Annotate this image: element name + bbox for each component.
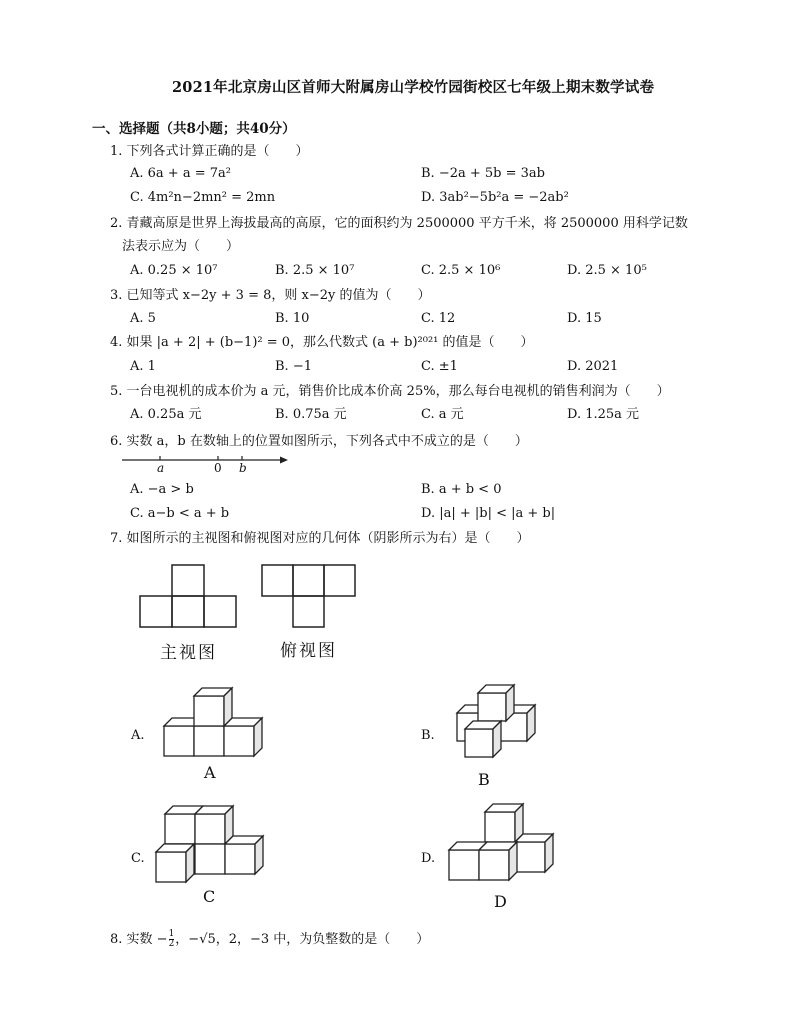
q7-figure-d-caption: D: [494, 892, 507, 911]
q2-option-c: C. 2.5 × 10⁶: [421, 263, 501, 278]
q5-option-a: A. 0.25a 元: [130, 407, 202, 422]
q7-option-b-label: B.: [421, 728, 435, 743]
q7-option-c-solid: [150, 800, 270, 890]
q7-option-d-solid: [445, 798, 560, 888]
front-view-caption: 主视图: [160, 643, 217, 663]
page-title: 2021年北京房山区首师大附属房山学校竹园街校区七年级上期末数学试卷: [172, 79, 655, 96]
q7-option-c-label: C.: [131, 851, 145, 866]
question-4-stem: 4. 如果 |a + 2| + (b−1)² = 0，那么代数式 (a + b)²⁰²¹ 的值是（ ）: [110, 335, 534, 350]
question-2-stem-line1: 2. 青藏高原是世界上海拔最高的高原，它的面积约为 2500000 平方千米，将 2500000 用科学记数: [110, 216, 688, 231]
q7-option-a-label: A.: [131, 728, 145, 743]
axis-label-b: b: [239, 461, 247, 475]
question-2-stem-line2: 法表示应为（ ）: [122, 239, 240, 254]
q1-option-a: A. 6a + a = 7a²: [130, 166, 231, 181]
q3-option-d: D. 15: [567, 311, 602, 326]
q8-stem-prefix: 8. 实数 −: [110, 932, 168, 947]
q7-figure-a-caption: A: [204, 763, 216, 782]
question-6-stem: 6. 实数 a，b 在数轴上的位置如图所示，下列各式中不成立的是（ ）: [110, 434, 528, 449]
q5-option-c: C. a 元: [421, 407, 464, 422]
q2-option-b: B. 2.5 × 10⁷: [275, 263, 355, 278]
axis-label-zero: 0: [214, 461, 222, 475]
q8-stem-suffix: ，−√5，2，−3 中，为负整数的是（ ）: [175, 932, 430, 947]
q1-option-c: C. 4m²n−2mn² = 2mn: [130, 190, 276, 205]
question-3-stem: 3. 已知等式 x−2y + 3 = 8，则 x−2y 的值为（ ）: [110, 288, 431, 303]
q4-option-b: B. −1: [275, 359, 312, 374]
q7-figure-c-caption: C: [203, 887, 216, 906]
top-view-figure: [262, 563, 362, 628]
top-view-caption: 俯视图: [280, 641, 337, 661]
q5-option-b: B. 0.75a 元: [275, 407, 347, 422]
question-7-stem: 7. 如图所示的主视图和俯视图对应的几何体（阴影所示为右）是（ ）: [110, 531, 530, 546]
question-1-stem: 1. 下列各式计算正确的是（ ）: [110, 144, 309, 159]
question-8-stem: [110, 930, 429, 949]
number-line-arrow-icon: [280, 457, 288, 464]
q4-option-d: D. 2021: [567, 359, 619, 374]
q5-option-d: D. 1.25a 元: [567, 407, 640, 422]
q1-option-d: D. 3ab²−5b²a = −2ab²: [421, 190, 569, 205]
q8-frac-num: 1: [168, 929, 175, 939]
front-view-figure: [140, 563, 240, 628]
q8-fraction: [169, 930, 175, 949]
number-line-figure: [120, 452, 290, 476]
section-heading: 一、选择题（共8小题；共40分）: [92, 121, 296, 137]
q1-option-b: B. −2a + 5b = 3ab: [421, 166, 545, 181]
q3-option-a: A. 5: [130, 311, 156, 326]
q6-option-b: B. a + b < 0: [421, 482, 502, 497]
q7-option-b-solid: [443, 681, 553, 771]
q6-option-a: A. −a > b: [130, 482, 194, 497]
q4-option-a: A. 1: [130, 359, 156, 374]
q6-option-c: C. a−b < a + b: [130, 506, 230, 521]
q3-option-c: C. 12: [421, 311, 456, 326]
q2-option-d: D. 2.5 × 10⁵: [567, 263, 647, 278]
q8-frac-den: 2: [168, 939, 175, 949]
axis-label-a: a: [157, 461, 165, 475]
q3-option-b: B. 10: [275, 311, 310, 326]
q6-option-d: D. |a| + |b| < |a + b|: [421, 506, 556, 521]
q7-option-d-label: D.: [421, 851, 436, 866]
q7-figure-b-caption: B: [478, 770, 490, 789]
question-5-stem: 5. 一台电视机的成本价为 a 元，销售价比成本价高 25%，那么每台电视机的销售利润为（ ）: [110, 384, 670, 399]
q2-option-a: A. 0.25 × 10⁷: [130, 263, 218, 278]
q4-option-c: C. ±1: [421, 359, 458, 374]
q7-option-a-solid: [160, 686, 270, 766]
